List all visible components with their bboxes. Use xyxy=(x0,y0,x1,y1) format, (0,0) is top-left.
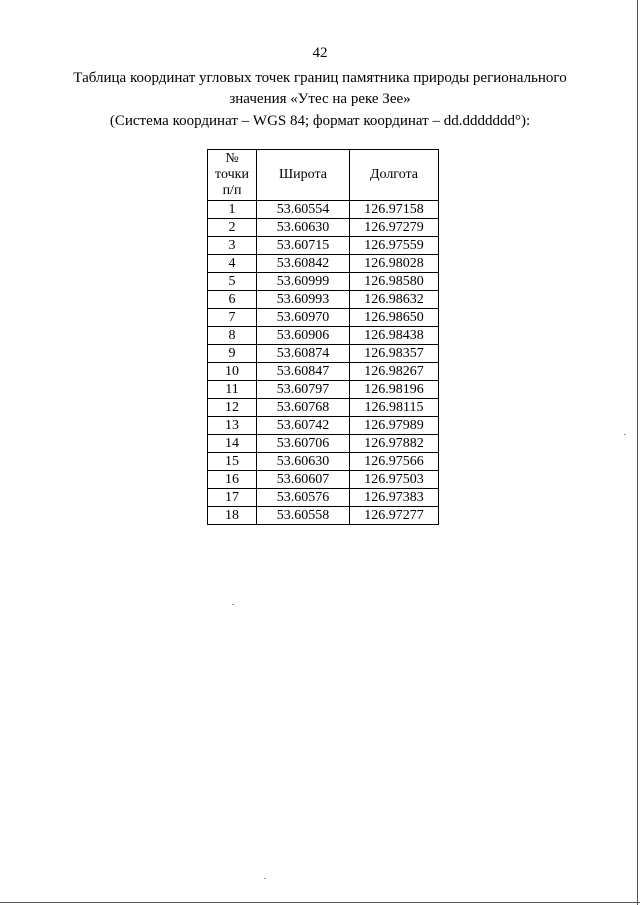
table-row xyxy=(208,345,439,363)
cell-latitude: 53.60797 xyxy=(257,381,350,399)
cell-latitude: 53.60999 xyxy=(257,273,350,291)
table-row xyxy=(208,327,439,345)
scan-speck xyxy=(624,434,626,435)
cell-latitude: 53.60630 xyxy=(257,453,350,471)
table-row xyxy=(208,201,439,219)
table-header-row xyxy=(208,150,439,201)
scan-right-edge xyxy=(637,0,638,905)
table-header xyxy=(208,150,439,201)
cell-number: 12 xyxy=(208,399,257,417)
document-subtitle: (Система координат – WGS 84; формат координат – dd.ddddddd°): xyxy=(109,113,531,129)
table-row xyxy=(208,309,439,327)
cell-latitude: 53.60970 xyxy=(257,309,350,327)
cell-longitude: 126.97158 xyxy=(350,201,439,219)
cell-longitude: 126.98196 xyxy=(350,381,439,399)
cell-latitude: 53.60576 xyxy=(257,489,350,507)
cell-number: 3 xyxy=(208,237,257,255)
scan-speck xyxy=(232,604,234,605)
cell-number: 1 xyxy=(208,201,257,219)
cell-number: 9 xyxy=(208,345,257,363)
table-row xyxy=(208,507,439,525)
cell-latitude: 53.60847 xyxy=(257,363,350,381)
cell-number: 17 xyxy=(208,489,257,507)
cell-number: 6 xyxy=(208,291,257,309)
table-row xyxy=(208,399,439,417)
cell-longitude: 126.97882 xyxy=(350,435,439,453)
cell-latitude: 53.60742 xyxy=(257,417,350,435)
cell-longitude: 126.98357 xyxy=(350,345,439,363)
cell-latitude: 53.60768 xyxy=(257,399,350,417)
table-row xyxy=(208,453,439,471)
header-number: № точки п/п xyxy=(208,150,257,201)
cell-latitude: 53.60558 xyxy=(257,507,350,525)
cell-number: 10 xyxy=(208,363,257,381)
cell-longitude: 126.98580 xyxy=(350,273,439,291)
table-row xyxy=(208,255,439,273)
table-row xyxy=(208,471,439,489)
cell-number: 5 xyxy=(208,273,257,291)
table-body xyxy=(208,201,439,525)
table-row xyxy=(208,489,439,507)
cell-latitude: 53.60906 xyxy=(257,327,350,345)
cell-latitude: 53.60630 xyxy=(257,219,350,237)
cell-latitude: 53.60715 xyxy=(257,237,350,255)
cell-number: 7 xyxy=(208,309,257,327)
scan-speck xyxy=(264,878,266,879)
cell-number: 2 xyxy=(208,219,257,237)
cell-latitude: 53.60842 xyxy=(257,255,350,273)
table-row xyxy=(208,363,439,381)
cell-number: 18 xyxy=(208,507,257,525)
cell-number: 13 xyxy=(208,417,257,435)
table-row xyxy=(208,291,439,309)
cell-longitude: 126.98632 xyxy=(350,291,439,309)
table-row xyxy=(208,381,439,399)
header-latitude: Широта xyxy=(257,150,350,201)
table-row xyxy=(208,219,439,237)
cell-longitude: 126.98028 xyxy=(350,255,439,273)
cell-longitude: 126.97503 xyxy=(350,471,439,489)
cell-longitude: 126.97559 xyxy=(350,237,439,255)
table-row xyxy=(208,435,439,453)
table-row xyxy=(208,273,439,291)
cell-number: 4 xyxy=(208,255,257,273)
cell-number: 11 xyxy=(208,381,257,399)
coordinates-table xyxy=(207,149,439,525)
cell-latitude: 53.60874 xyxy=(257,345,350,363)
page-number: 42 xyxy=(312,45,328,61)
cell-longitude: 126.97383 xyxy=(350,489,439,507)
cell-longitude: 126.98438 xyxy=(350,327,439,345)
header-longitude: Долгота xyxy=(350,150,439,201)
cell-longitude: 126.98267 xyxy=(350,363,439,381)
cell-longitude: 126.98650 xyxy=(350,309,439,327)
table-row xyxy=(208,237,439,255)
table-row xyxy=(208,417,439,435)
cell-number: 14 xyxy=(208,435,257,453)
cell-latitude: 53.60607 xyxy=(257,471,350,489)
cell-longitude: 126.98115 xyxy=(350,399,439,417)
cell-longitude: 126.97989 xyxy=(350,417,439,435)
cell-latitude: 53.60993 xyxy=(257,291,350,309)
cell-latitude: 53.60706 xyxy=(257,435,350,453)
document-title: Таблица координат угловых точек границ памятника природы регионального значения «Утес на реке Зее» xyxy=(73,70,567,107)
cell-number: 16 xyxy=(208,471,257,489)
cell-longitude: 126.97277 xyxy=(350,507,439,525)
cell-number: 15 xyxy=(208,453,257,471)
cell-latitude: 53.60554 xyxy=(257,201,350,219)
cell-number: 8 xyxy=(208,327,257,345)
cell-longitude: 126.97566 xyxy=(350,453,439,471)
cell-longitude: 126.97279 xyxy=(350,219,439,237)
scan-bottom-edge xyxy=(0,902,640,903)
